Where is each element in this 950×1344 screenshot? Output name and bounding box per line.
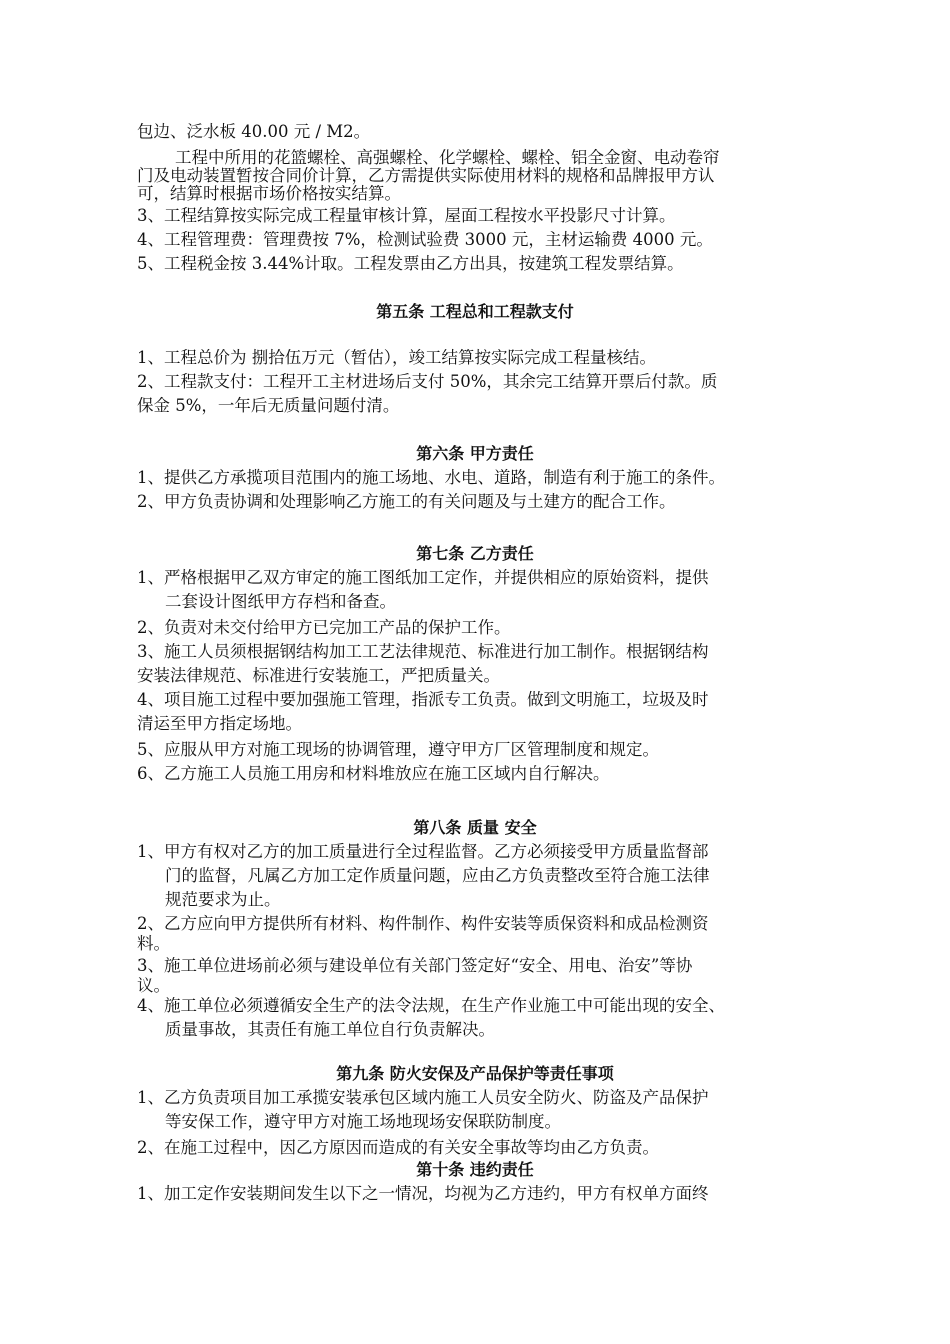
text-line: 工程中所用的花篮螺栓、高强螺栓、化学螺栓、螺栓、铝全金窗、电动卷帘 [175, 148, 720, 167]
article-9-heading: 第九条 防火安保及产品保护等责任事项 [336, 1064, 614, 1083]
text-line: 5、工程税金按 3.44%计取。工程发票由乙方出具，按建筑工程发票结算。 [137, 254, 684, 273]
article-7-heading: 第七条 乙方责任 [416, 544, 534, 563]
article-10-heading: 第十条 违约责任 [416, 1160, 534, 1179]
article-5-heading: 第五条 工程总和工程款支付 [376, 302, 574, 321]
text-line: 4、施工单位必须遵循安全生产的法令法规，在生产作业施工中可能出现的安全、 [137, 996, 725, 1015]
text-line: 2、工程款支付：工程开工主材进场后支付 50%，其余完工结算开票后付款。质 [137, 372, 718, 391]
text-line: 1、提供乙方承揽项目范围内的施工场地、水电、道路，制造有利于施工的条件。 [137, 468, 725, 487]
text-line: 5、应服从甲方对施工现场的协调管理，遵守甲方厂区管理制度和规定。 [137, 740, 659, 759]
text-line: 1、甲方有权对乙方的加工质量进行全过程监督。乙方必须接受甲方质量监督部 [137, 842, 709, 861]
text-line: 议。 [137, 976, 170, 995]
text-line: 1、加工定作安装期间发生以下之一情况，均视为乙方违约，甲方有权单方面终 [137, 1184, 709, 1203]
text-line: 质量事故，其责任有施工单位自行负责解决。 [165, 1020, 495, 1039]
text-line: 2、在施工过程中，因乙方原因而造成的有关安全事故等均由乙方负责。 [137, 1138, 659, 1157]
text-line: 保金 5%，一年后无质量问题付清。 [137, 396, 400, 415]
text-line: 料。 [137, 934, 170, 953]
text-line: 3、工程结算按实际完成工程量审核计算，屋面工程按水平投影尺寸计算。 [137, 206, 676, 225]
text-line: 1、乙方负责项目加工承揽安装承包区域内施工人员安全防火、防盗及产品保护 [137, 1088, 709, 1107]
text-line: 等安保工作，遵守甲方对施工场地现场安保联防制度。 [165, 1112, 561, 1131]
text-line: 门的监督，凡属乙方加工定作质量问题，应由乙方负责整改至符合施工法律 [165, 866, 710, 885]
text-line: 6、乙方施工人员施工用房和材料堆放应在施工区域内自行解决。 [137, 764, 610, 783]
text-line: 1、工程总价为 捌拾伍万元（暂估），竣工结算按实际完成工程量核结。 [137, 348, 656, 367]
text-line: 包边、泛水板 40.00 元 / M2。 [137, 122, 371, 141]
text-line: 1、严格根据甲乙双方审定的施工图纸加工定作，并提供相应的原始资料，提供 [137, 568, 709, 587]
text-line: 2、甲方负责协调和处理影响乙方施工的有关问题及与土建方的配合工作。 [137, 492, 676, 511]
text-line: 2、负责对未交付给甲方已完加工产品的保护工作。 [137, 618, 511, 637]
text-line: 4、工程管理费：管理费按 7%，检测试验费 3000 元，主材运输费 4000 元。 [137, 230, 713, 249]
text-line: 二套设计图纸甲方存档和备查。 [165, 592, 396, 611]
text-line: 4、项目施工过程中要加强施工管理，指派专工负责。做到文明施工，垃圾及时 [137, 690, 709, 709]
text-line: 可，结算时根据市场价格按实结算。 [137, 184, 401, 203]
text-line: 规范要求为止。 [165, 890, 281, 909]
text-line: 3、施工单位进场前必须与建设单位有关部门签定好“安全、用电、治安”等协 [137, 956, 693, 975]
text-line: 门及电动装置暂按合同价计算，乙方需提供实际使用材料的规格和品牌报甲方认 [137, 166, 715, 185]
article-6-heading: 第六条 甲方责任 [416, 444, 534, 463]
text-line: 3、施工人员须根据钢结构加工工艺法律规范、标准进行加工制作。根据钢结构 [137, 642, 709, 661]
text-line: 2、乙方应向甲方提供所有材料、构件制作、构件安装等质保资料和成品检测资 [137, 914, 709, 933]
text-line: 清运至甲方指定场地。 [137, 714, 302, 733]
article-8-heading: 第八条 质量 安全 [413, 818, 537, 837]
text-line: 安装法律规范、标准进行安装施工，严把质量关。 [137, 666, 500, 685]
